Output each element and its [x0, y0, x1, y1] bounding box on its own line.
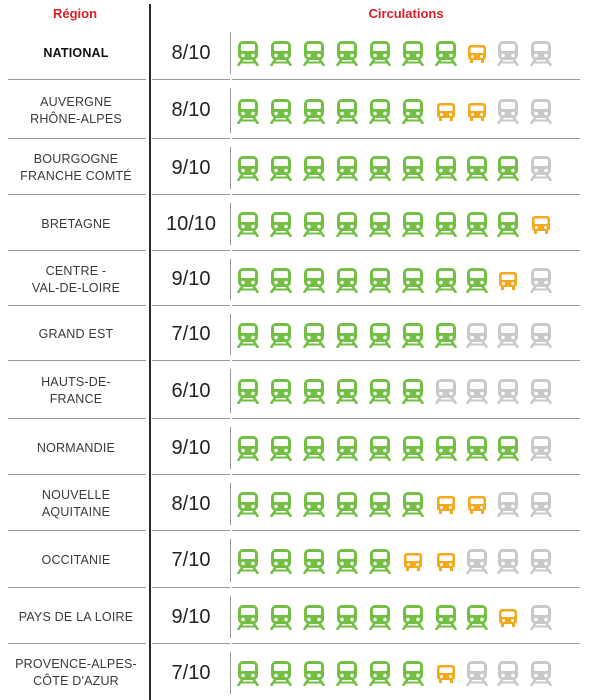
cancelled-train-icon	[530, 660, 552, 686]
region-score: 9/10	[171, 268, 211, 290]
train-icon	[237, 378, 259, 404]
train-icon	[270, 211, 292, 237]
table-row	[0, 421, 600, 475]
train-icon	[402, 98, 424, 124]
train-icon	[270, 491, 292, 517]
train-icon	[270, 267, 292, 293]
train-icon	[303, 322, 325, 348]
cancelled-train-icon	[497, 378, 519, 404]
train-icon	[369, 267, 391, 293]
train-icon	[402, 604, 424, 630]
train-icon	[303, 267, 325, 293]
cell-divider	[230, 259, 231, 300]
row-divider	[152, 250, 230, 251]
cancelled-train-icon	[530, 604, 552, 630]
region-score: 9/10	[171, 436, 211, 459]
row-divider	[8, 474, 146, 475]
bus-icon	[466, 98, 488, 124]
train-icon	[270, 660, 292, 686]
row-divider	[8, 530, 146, 531]
cell-divider	[230, 483, 231, 525]
row-divider	[8, 138, 146, 139]
cell-divider	[230, 88, 231, 133]
train-icon	[497, 211, 519, 237]
cancelled-train-icon	[466, 378, 488, 404]
row-divider	[232, 305, 580, 306]
train-icon	[435, 322, 457, 348]
cell-divider	[230, 596, 231, 638]
bus-icon	[435, 491, 457, 517]
cell-divider	[230, 369, 231, 413]
row-divider	[8, 360, 146, 361]
train-icon	[369, 548, 391, 574]
row-divider	[8, 587, 146, 588]
cancelled-train-icon	[530, 155, 552, 181]
row-divider	[152, 418, 230, 419]
train-icon	[466, 267, 488, 293]
row-divider	[232, 643, 580, 644]
row-divider	[152, 79, 230, 80]
region-score: 7/10	[171, 661, 211, 684]
train-icon	[435, 40, 457, 66]
train-icon	[303, 40, 325, 66]
cancelled-train-icon	[497, 40, 519, 66]
region-score: 7/10	[171, 549, 211, 571]
table-row	[0, 533, 600, 588]
region-name: PAYS DE LA LOIRE	[18, 609, 134, 624]
train-icon	[237, 98, 259, 124]
cancelled-train-icon	[497, 98, 519, 124]
cancelled-train-icon	[497, 548, 519, 574]
train-icon	[369, 40, 391, 66]
cancelled-train-icon	[530, 435, 552, 461]
train-icon	[270, 98, 292, 124]
cell-divider	[230, 539, 231, 582]
train-icon	[237, 435, 259, 461]
train-icon	[237, 322, 259, 348]
train-icon	[270, 548, 292, 574]
train-icon	[435, 604, 457, 630]
row-divider	[232, 194, 580, 195]
region-score: 10/10	[165, 212, 217, 235]
row-divider	[232, 530, 580, 531]
train-icon	[336, 491, 358, 517]
cell-divider	[230, 427, 231, 469]
cancelled-train-icon	[530, 548, 552, 574]
cancelled-train-icon	[497, 660, 519, 686]
row-divider	[152, 530, 230, 531]
cancelled-train-icon	[466, 660, 488, 686]
table-row	[0, 590, 600, 644]
cell-divider	[230, 32, 231, 74]
cancelled-train-icon	[530, 491, 552, 517]
region-name: HAUTS-DE- FRANCE	[41, 375, 111, 406]
table-row	[0, 197, 600, 251]
row-divider	[8, 418, 146, 419]
region-name: NOUVELLE AQUITAINE	[41, 488, 111, 519]
train-icon	[237, 267, 259, 293]
train-icon	[336, 604, 358, 630]
train-icon	[402, 40, 424, 66]
region-score: 6/10	[171, 379, 211, 402]
train-icon	[466, 435, 488, 461]
train-icon	[402, 211, 424, 237]
bus-icon	[530, 211, 552, 237]
region-name: AUVERGNE RHÔNE-ALPES	[30, 94, 122, 126]
row-divider	[8, 250, 146, 251]
train-icon	[369, 98, 391, 124]
train-icon	[336, 378, 358, 404]
region-score: 7/10	[171, 323, 211, 345]
train-icon	[466, 155, 488, 181]
train-icon	[270, 155, 292, 181]
table-row	[0, 363, 600, 419]
train-icon	[369, 322, 391, 348]
train-icon	[497, 155, 519, 181]
table-row	[0, 141, 600, 195]
row-divider	[232, 587, 580, 588]
row-divider	[152, 360, 230, 361]
column-header-region: Région	[52, 6, 98, 21]
train-icon	[466, 604, 488, 630]
bus-icon	[497, 267, 519, 293]
row-divider	[152, 138, 230, 139]
train-icon	[303, 98, 325, 124]
train-icon	[303, 660, 325, 686]
train-icon	[237, 155, 259, 181]
train-icon	[270, 40, 292, 66]
row-divider	[232, 474, 580, 475]
train-icon	[402, 491, 424, 517]
cancelled-train-icon	[435, 378, 457, 404]
train-icon	[435, 435, 457, 461]
row-divider	[8, 305, 146, 306]
bus-icon	[435, 98, 457, 124]
train-icon	[435, 211, 457, 237]
cancelled-train-icon	[530, 40, 552, 66]
column-header-circulations: Circulations	[368, 6, 444, 21]
region-score: 8/10	[171, 492, 211, 515]
train-icon	[402, 267, 424, 293]
train-icon	[435, 155, 457, 181]
region-score: 9/10	[171, 605, 211, 628]
cancelled-train-icon	[497, 322, 519, 348]
bus-icon	[435, 660, 457, 686]
cell-divider	[230, 203, 231, 245]
train-icon	[303, 491, 325, 517]
row-divider	[232, 418, 580, 419]
region-name: BRETAGNE	[41, 216, 111, 231]
cancelled-train-icon	[466, 548, 488, 574]
region-score: 9/10	[171, 156, 211, 179]
train-icon	[369, 604, 391, 630]
train-icon	[336, 548, 358, 574]
bus-icon	[402, 548, 424, 574]
train-icon	[369, 435, 391, 461]
train-icon	[336, 267, 358, 293]
bus-icon	[435, 548, 457, 574]
train-icon	[303, 155, 325, 181]
train-icon	[336, 40, 358, 66]
train-icon	[270, 322, 292, 348]
train-icon	[369, 378, 391, 404]
region-name: OCCITANIE	[41, 553, 111, 567]
train-icon	[237, 604, 259, 630]
table-row	[0, 26, 600, 80]
bus-icon	[466, 40, 488, 66]
cancelled-train-icon	[466, 322, 488, 348]
row-divider	[152, 305, 230, 306]
train-icon	[336, 155, 358, 181]
train-icon	[369, 491, 391, 517]
row-divider	[232, 79, 580, 80]
train-icon	[336, 660, 358, 686]
train-icon	[303, 604, 325, 630]
region-name: GRAND EST	[38, 327, 114, 341]
train-icon	[303, 548, 325, 574]
train-icon	[303, 378, 325, 404]
region-name: NATIONAL	[43, 45, 109, 60]
train-icon	[466, 211, 488, 237]
row-divider	[8, 194, 146, 195]
table-row	[0, 477, 600, 531]
row-divider	[232, 360, 580, 361]
region-name: CENTRE - VAL-DE-LOIRE	[31, 263, 121, 295]
train-icon	[402, 322, 424, 348]
table-row	[0, 82, 600, 139]
train-icon	[237, 211, 259, 237]
train-icon	[369, 211, 391, 237]
train-icon	[237, 660, 259, 686]
row-divider	[152, 474, 230, 475]
train-icon	[402, 378, 424, 404]
cancelled-train-icon	[497, 491, 519, 517]
train-icon	[369, 660, 391, 686]
train-icon	[402, 155, 424, 181]
train-icon	[336, 98, 358, 124]
train-icon	[237, 491, 259, 517]
bus-icon	[466, 491, 488, 517]
train-icon	[402, 660, 424, 686]
row-divider	[232, 250, 580, 251]
train-icon	[303, 435, 325, 461]
cancelled-train-icon	[530, 98, 552, 124]
train-icon	[336, 211, 358, 237]
row-divider	[8, 79, 146, 80]
train-icon	[270, 435, 292, 461]
cancelled-train-icon	[530, 378, 552, 404]
train-icon	[270, 604, 292, 630]
region-score: 8/10	[171, 99, 211, 121]
row-divider	[152, 587, 230, 588]
region-name: BOURGOGNE FRANCHE COMTÉ	[20, 152, 132, 183]
table-row	[0, 253, 600, 306]
train-icon	[336, 435, 358, 461]
train-icon	[303, 211, 325, 237]
cell-divider	[230, 314, 231, 355]
region-name: PROVENCE-ALPES- CÔTE D'AZUR	[15, 657, 137, 688]
cancelled-train-icon	[530, 267, 552, 293]
cell-divider	[230, 147, 231, 189]
train-icon	[369, 155, 391, 181]
region-score: 8/10	[171, 41, 211, 64]
train-icon	[270, 378, 292, 404]
table-row	[0, 308, 600, 361]
row-divider	[152, 643, 230, 644]
bus-icon	[497, 604, 519, 630]
train-icon	[402, 435, 424, 461]
train-icon	[237, 548, 259, 574]
train-icon	[336, 322, 358, 348]
cell-divider	[230, 652, 231, 694]
table-row	[0, 646, 600, 700]
row-divider	[8, 643, 146, 644]
region-name: NORMANDIE	[36, 440, 116, 455]
cancelled-train-icon	[530, 322, 552, 348]
row-divider	[152, 194, 230, 195]
train-icon	[497, 435, 519, 461]
train-icon	[237, 40, 259, 66]
train-icon	[435, 267, 457, 293]
row-divider	[232, 138, 580, 139]
